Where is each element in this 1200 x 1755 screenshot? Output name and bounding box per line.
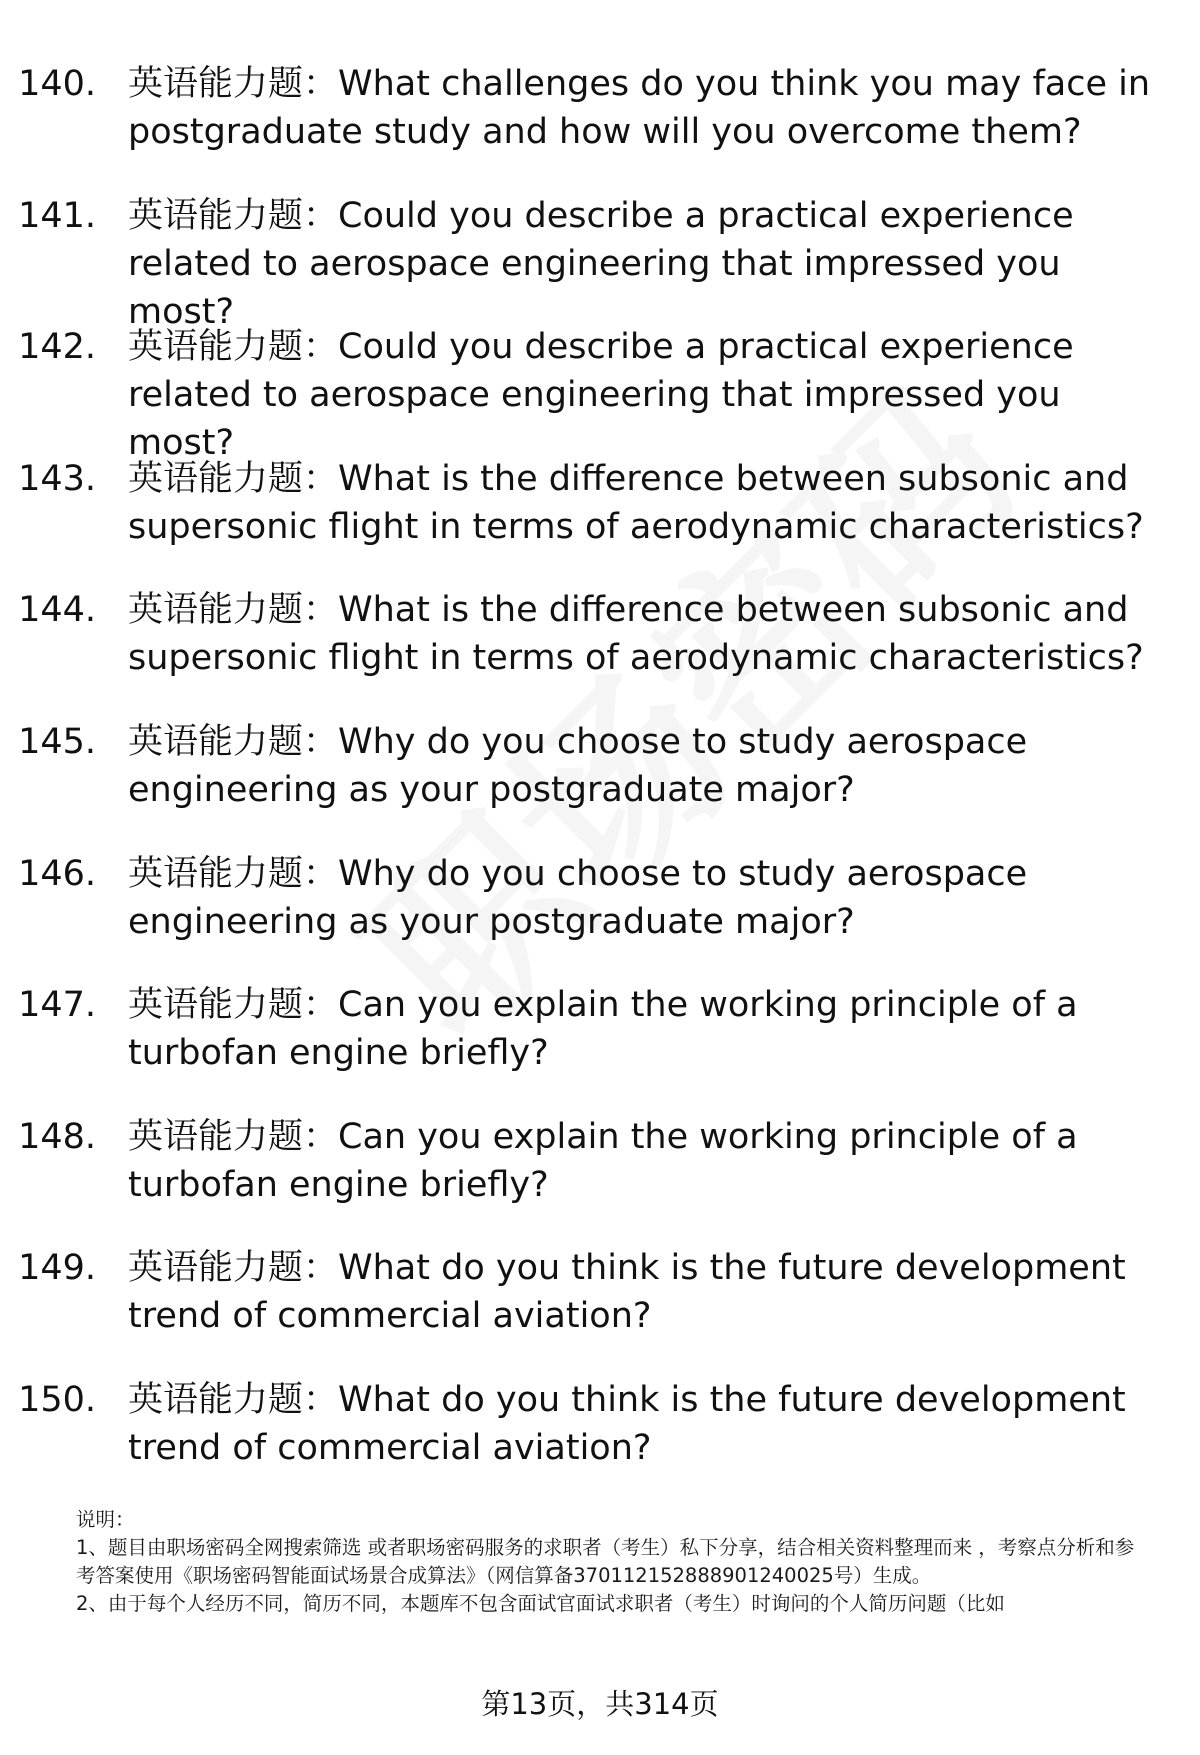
question-item xyxy=(0,323,1200,464)
question-text-block xyxy=(128,1376,1168,1472)
question-text-block xyxy=(128,1244,1168,1340)
question-item xyxy=(0,981,1200,1113)
notes-section xyxy=(76,1506,1136,1618)
question-text: Could you describe a practical experience related to aerospace engineering that impressed you most? xyxy=(128,327,1074,464)
notes-item-2: 2、由于每个人经历不同，简历不同，本题库不包含面试官面试求职者（考生）时询问的个人简历问题（比如 xyxy=(76,1592,1005,1615)
question-text: What do you think is the future development trend of commercial aviation? xyxy=(128,1248,1126,1337)
question-number: 141. xyxy=(18,195,96,236)
question-text: What do you think is the future development trend of commercial aviation? xyxy=(128,1379,1126,1468)
question-text-block xyxy=(128,192,1168,336)
question-prefix: 英语能力题： xyxy=(128,195,339,236)
question-item xyxy=(0,1376,1200,1508)
question-number: 147. xyxy=(18,985,96,1026)
question-prefix: 英语能力题： xyxy=(128,1248,339,1289)
question-text: Can you explain the working principle of a turbofan engine briefly? xyxy=(128,985,1078,1074)
question-item xyxy=(0,60,1200,192)
question-item xyxy=(0,586,1200,718)
question-text-block xyxy=(128,850,1168,946)
question-text: What challenges do you think you may face in postgraduate study and how will you overcome them? xyxy=(128,64,1151,152)
question-item xyxy=(0,455,1200,587)
question-item xyxy=(0,1244,1200,1376)
question-number: 150. xyxy=(18,1379,96,1420)
question-number: 142. xyxy=(18,327,96,368)
question-item xyxy=(0,1113,1200,1245)
question-text-block xyxy=(128,586,1168,682)
question-prefix: 英语能力题： xyxy=(128,1116,339,1157)
question-item xyxy=(0,192,1200,332)
notes-item-1: 1、题目由职场密码全网搜索筛选 或者职场密码服务的求职者（考生）私下分享，结合相关资料整理而来 ，考察点分析和参考答案使用《职场密码智能面试场景合成算法》（网信算备370112152888901240025号）生成。 xyxy=(76,1536,1135,1587)
page-number-footer: 第13页，共314页 xyxy=(481,1687,719,1721)
question-text: What is the difference between subsonic and supersonic flight in terms of aerodynamic characteristics? xyxy=(128,458,1144,547)
question-text-block xyxy=(128,718,1168,814)
question-text: What is the difference between subsonic and supersonic flight in terms of aerodynamic characteristics? xyxy=(128,590,1144,679)
question-prefix: 英语能力题： xyxy=(128,1379,339,1420)
question-item xyxy=(0,850,1200,982)
question-number: 148. xyxy=(18,1116,96,1157)
question-text: Can you explain the working principle of a turbofan engine briefly? xyxy=(128,1116,1078,1205)
question-item xyxy=(0,718,1200,850)
question-prefix: 英语能力题： xyxy=(128,985,339,1026)
question-number: 140. xyxy=(18,64,96,104)
notes-heading: 说明： xyxy=(76,1508,135,1531)
question-number: 145. xyxy=(18,721,96,762)
question-prefix: 英语能力题： xyxy=(128,64,339,104)
question-text-block xyxy=(128,455,1168,551)
question-list xyxy=(0,60,1200,1508)
question-number: 149. xyxy=(18,1248,96,1289)
question-number: 143. xyxy=(18,458,96,499)
question-prefix: 英语能力题： xyxy=(128,458,339,499)
question-text-block xyxy=(128,1113,1168,1209)
question-prefix: 英语能力题： xyxy=(128,327,339,368)
question-text-block xyxy=(128,60,1168,156)
question-text: Could you describe a practical experience related to aerospace engineering that impressed you most? xyxy=(128,195,1074,332)
question-text-block xyxy=(128,323,1168,467)
question-prefix: 英语能力题： xyxy=(128,721,339,762)
question-prefix: 英语能力题： xyxy=(128,853,339,894)
question-text: Why do you choose to study aerospace engineering as your postgraduate major? xyxy=(128,853,1028,942)
question-text: Why do you choose to study aerospace engineering as your postgraduate major? xyxy=(128,721,1028,810)
question-number: 146. xyxy=(18,853,96,894)
question-prefix: 英语能力题： xyxy=(128,590,339,631)
question-number: 144. xyxy=(18,590,96,631)
question-text-block xyxy=(128,981,1168,1077)
